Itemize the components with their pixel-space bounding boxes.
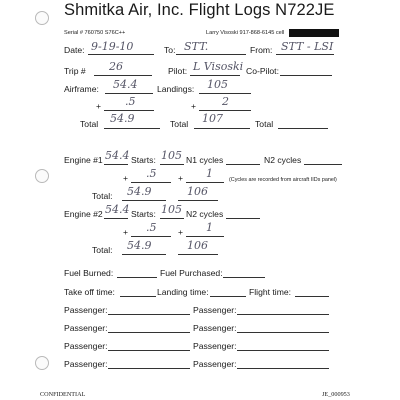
n2-cycles-line-2 [226, 218, 260, 219]
take-off-time-line [120, 296, 156, 297]
airframe-label: Airframe: [64, 84, 99, 94]
airframe-add-line [104, 110, 154, 111]
airframe-value: 54.4 [113, 78, 138, 91]
passenger-label: Passenger: [193, 323, 237, 333]
engine1-label: Engine #1 [64, 155, 103, 165]
flight-time-label: Flight time: [249, 287, 292, 297]
engine2-plus: + [123, 227, 129, 237]
trip-line [94, 75, 152, 76]
airframe-total-value: 54.9 [110, 112, 135, 125]
engine2-starts-total-line [178, 254, 218, 255]
airframe-add-value: .5 [125, 95, 136, 108]
engine1-starts-line [160, 164, 184, 165]
passenger-line [108, 368, 190, 369]
airframe-total-line [104, 128, 160, 129]
trip-value: 26 [109, 60, 123, 73]
n2-cycles-label-2: N2 cycles [186, 209, 224, 219]
landings-line [199, 93, 251, 94]
engine2-add-value: .5 [146, 221, 157, 234]
landings-total-line [194, 128, 250, 129]
fuel-burned-line [117, 277, 157, 278]
redaction-bar [289, 29, 339, 37]
binder-hole-icon [35, 356, 49, 370]
take-off-time-label: Take off time: [64, 287, 115, 297]
engine1-add-line [131, 182, 171, 183]
engine1-starts-total-line [178, 200, 218, 201]
pilot-label: Pilot: [168, 66, 188, 76]
fuel-purchased-label: Fuel Purchased: [160, 268, 223, 278]
copilot-label: Co-Pilot: [246, 66, 279, 76]
airframe-line [105, 93, 153, 94]
engine1-total-line [122, 200, 166, 201]
airframe-plus: + [96, 101, 102, 111]
engine2-starts-add-value: 1 [206, 221, 213, 234]
engine1-add-value: .5 [146, 167, 157, 180]
landings-total-label: Total [170, 119, 189, 129]
extra-total-line [278, 128, 328, 129]
engine2-starts-line [160, 218, 184, 219]
from-value: STT - LSI [281, 40, 334, 53]
to-value: STT. [184, 40, 209, 53]
engine2-starts-total-value: 106 [187, 239, 208, 252]
pilot-signature: L Visoski [193, 60, 244, 73]
page-title: Shmitka Air, Inc. Flight Logs N722JE [64, 1, 335, 19]
engine1-starts-add-line [186, 182, 224, 183]
landing-time-label: Landing time: [157, 287, 209, 297]
to-line [176, 54, 246, 55]
engine2-total-value: 54.9 [127, 239, 152, 252]
date-line [88, 54, 154, 55]
fuel-purchased-line [223, 277, 265, 278]
passenger-label: Passenger: [193, 305, 237, 315]
passenger-label: Passenger: [64, 359, 108, 369]
n2-cycles-line-1 [304, 164, 342, 165]
airframe-total-label: Total [80, 119, 99, 129]
pilot-line [190, 75, 240, 76]
engine1-value: 54.4 [105, 149, 130, 162]
engine2-total-label: Total: [92, 245, 113, 255]
n2-cycles-label-1: N2 cycles [264, 155, 302, 165]
passenger-label: Passenger: [193, 359, 237, 369]
passenger-line [237, 350, 329, 351]
passenger-label: Passenger: [193, 341, 237, 351]
landings-add-line [199, 110, 251, 111]
binder-hole-icon [35, 169, 49, 183]
passenger-line [237, 314, 329, 315]
engine2-starts-add-line [186, 236, 224, 237]
landings-label: Landings: [157, 84, 195, 94]
contact-info: Larry Visoski 917-868-6145 cell [206, 30, 285, 36]
flight-time-line [295, 296, 329, 297]
extra-total-label: Total [255, 119, 274, 129]
passenger-label: Passenger: [64, 305, 108, 315]
engine2-add-line [131, 236, 171, 237]
cycles-note: (Cycles are recorded from aircraft IIDs panel) [229, 177, 337, 183]
engine1-starts-label: Starts: [131, 155, 156, 165]
landings-plus: + [191, 101, 197, 111]
engine1-starts-add-value: 1 [206, 167, 213, 180]
engine2-starts-value: 105 [161, 203, 182, 216]
footer-confidential: CONFIDENTIAL [40, 391, 86, 398]
passenger-line [108, 350, 190, 351]
engine1-starts-plus: + [178, 173, 184, 183]
engine1-total-label: Total: [92, 191, 113, 201]
from-label: From: [250, 45, 273, 55]
fuel-burned-label: Fuel Burned: [64, 268, 114, 278]
n1-cycles-label: N1 cycles [186, 155, 224, 165]
passenger-line [237, 332, 329, 333]
n1-cycles-line [226, 164, 260, 165]
engine1-starts-total-value: 106 [187, 185, 208, 198]
serial-number: Serial # 760750 S76C++ [64, 30, 126, 36]
passenger-label: Passenger: [64, 341, 108, 351]
date-value: 9-19-10 [91, 40, 134, 53]
passenger-line [237, 368, 329, 369]
copilot-line [280, 75, 332, 76]
binder-hole-icon [35, 11, 49, 25]
engine2-total-line [122, 254, 166, 255]
engine2-line [104, 218, 128, 219]
from-line [276, 54, 334, 55]
passenger-line [108, 314, 190, 315]
landing-time-line [210, 296, 246, 297]
date-label: Date: [64, 45, 85, 55]
engine2-value: 54.4 [105, 203, 130, 216]
engine2-label: Engine #2 [64, 209, 103, 219]
engine2-starts-plus: + [178, 227, 184, 237]
to-label: To: [164, 45, 176, 55]
engine1-starts-value: 105 [161, 149, 182, 162]
landings-total-value: 107 [202, 112, 223, 125]
footer-bates-number: JE_000953 [322, 391, 350, 398]
landings-value: 105 [207, 78, 228, 91]
engine1-plus: + [123, 173, 129, 183]
passenger-line [108, 332, 190, 333]
engine1-line [104, 164, 128, 165]
landings-add-value: 2 [222, 95, 229, 108]
trip-label: Trip # [64, 66, 86, 76]
engine1-total-value: 54.9 [127, 185, 152, 198]
passenger-label: Passenger: [64, 323, 108, 333]
engine2-starts-label: Starts: [131, 209, 156, 219]
